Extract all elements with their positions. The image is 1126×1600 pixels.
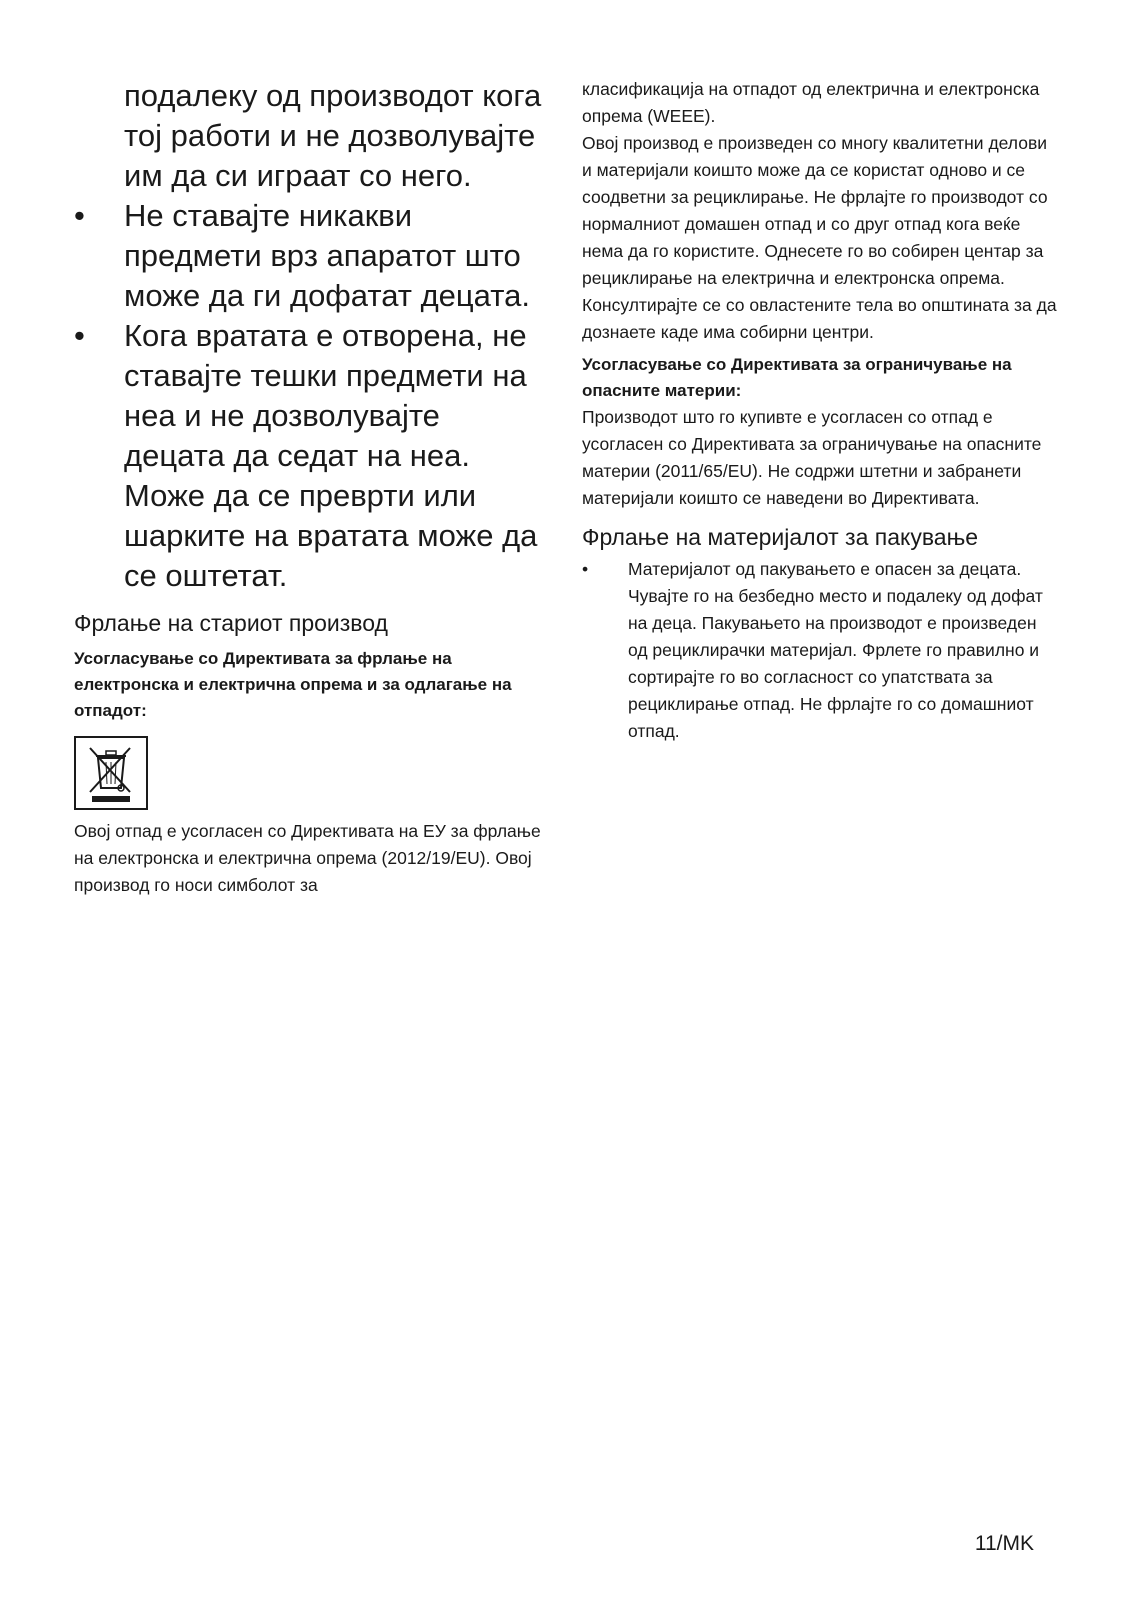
weee-paragraph: Овој отпад е усогласен со Директивата на ЕУ за фрлање на електронска и електрична опрема (2012/19/EU). Овој производ го носи симболот за: [74, 821, 541, 895]
rohs-paragraph: Производот што го купивте е усогласен со отпад е усогласен со Директивата за ограничување на опасните материи (2011/65/EU). Не содржи штетни и забранети материјали коишто се наведени во Директивата.: [582, 407, 1042, 508]
right-column: [582, 76, 1058, 745]
left-column: [74, 76, 544, 899]
list-item-text: Не ставајте никакви предмети врз апаратот што може да ги дофатат децата.: [124, 198, 530, 313]
weee-paragraph-continuation: класификација на отпадот од електрична и електронска опрема (WEEE).: [582, 79, 1040, 126]
recycling-paragraph: Овој производ е произведен со многу квалитетни делови и материјали коишто може да се користат одново и се соодветни за рециклирање. Не фрлајте го производот со нормалниот домашен отпад и со друг отпад кога веќе нема да го користите. Однесете го во собирен центар за рециклирање на електрична и електронска опрема. Консултирајте се со овластените тела во општината за да дознаете каде има собирни центри.: [582, 133, 1057, 342]
crossed-out-wheelie-bin-icon: [74, 736, 148, 810]
bullet-icon: •: [582, 559, 589, 579]
bullet-icon: •: [74, 198, 85, 233]
list-item-text: Кога вратата е отворена, не ставајте тешки предмети на неа и не дозволувајте децата да седат на неа. Може да се преврти или шарките на вратата може да се оштетат.: [124, 318, 538, 593]
list-item-text: Материјалот од пакувањето е опасен за децата. Чувајте го на безбедно место и подалеку од дофат на деца. Пакувањето на производот е произведен од рециклирачки материјал. Фрлете го правилно и сортирајте го во согласност со упатствата за рециклирање отпад. Не фрлајте го со домашниот отпад.: [628, 559, 1043, 741]
section-title-packaging: Фрлање на материјалот за пакување: [582, 524, 979, 550]
subheading-weee: Усогласување со Директивата за фрлање на електронска и електрична опрема и за одлагање на отпадот:: [74, 649, 512, 720]
subheading-rohs: Усогласување со Директивата за ограничување на опасните материи:: [582, 355, 1012, 400]
list-item: [582, 556, 1058, 745]
intro-continuation: подалеку од производот кога тој работи и не дозволувајте им да си играат со него.: [124, 78, 542, 193]
bullet-icon: •: [74, 318, 85, 353]
list-item: [74, 316, 544, 596]
list-item: [74, 196, 544, 316]
section-title-old-product: Фрлање на стариот производ: [74, 610, 388, 636]
page-number: 11/MK: [974, 1532, 1034, 1555]
